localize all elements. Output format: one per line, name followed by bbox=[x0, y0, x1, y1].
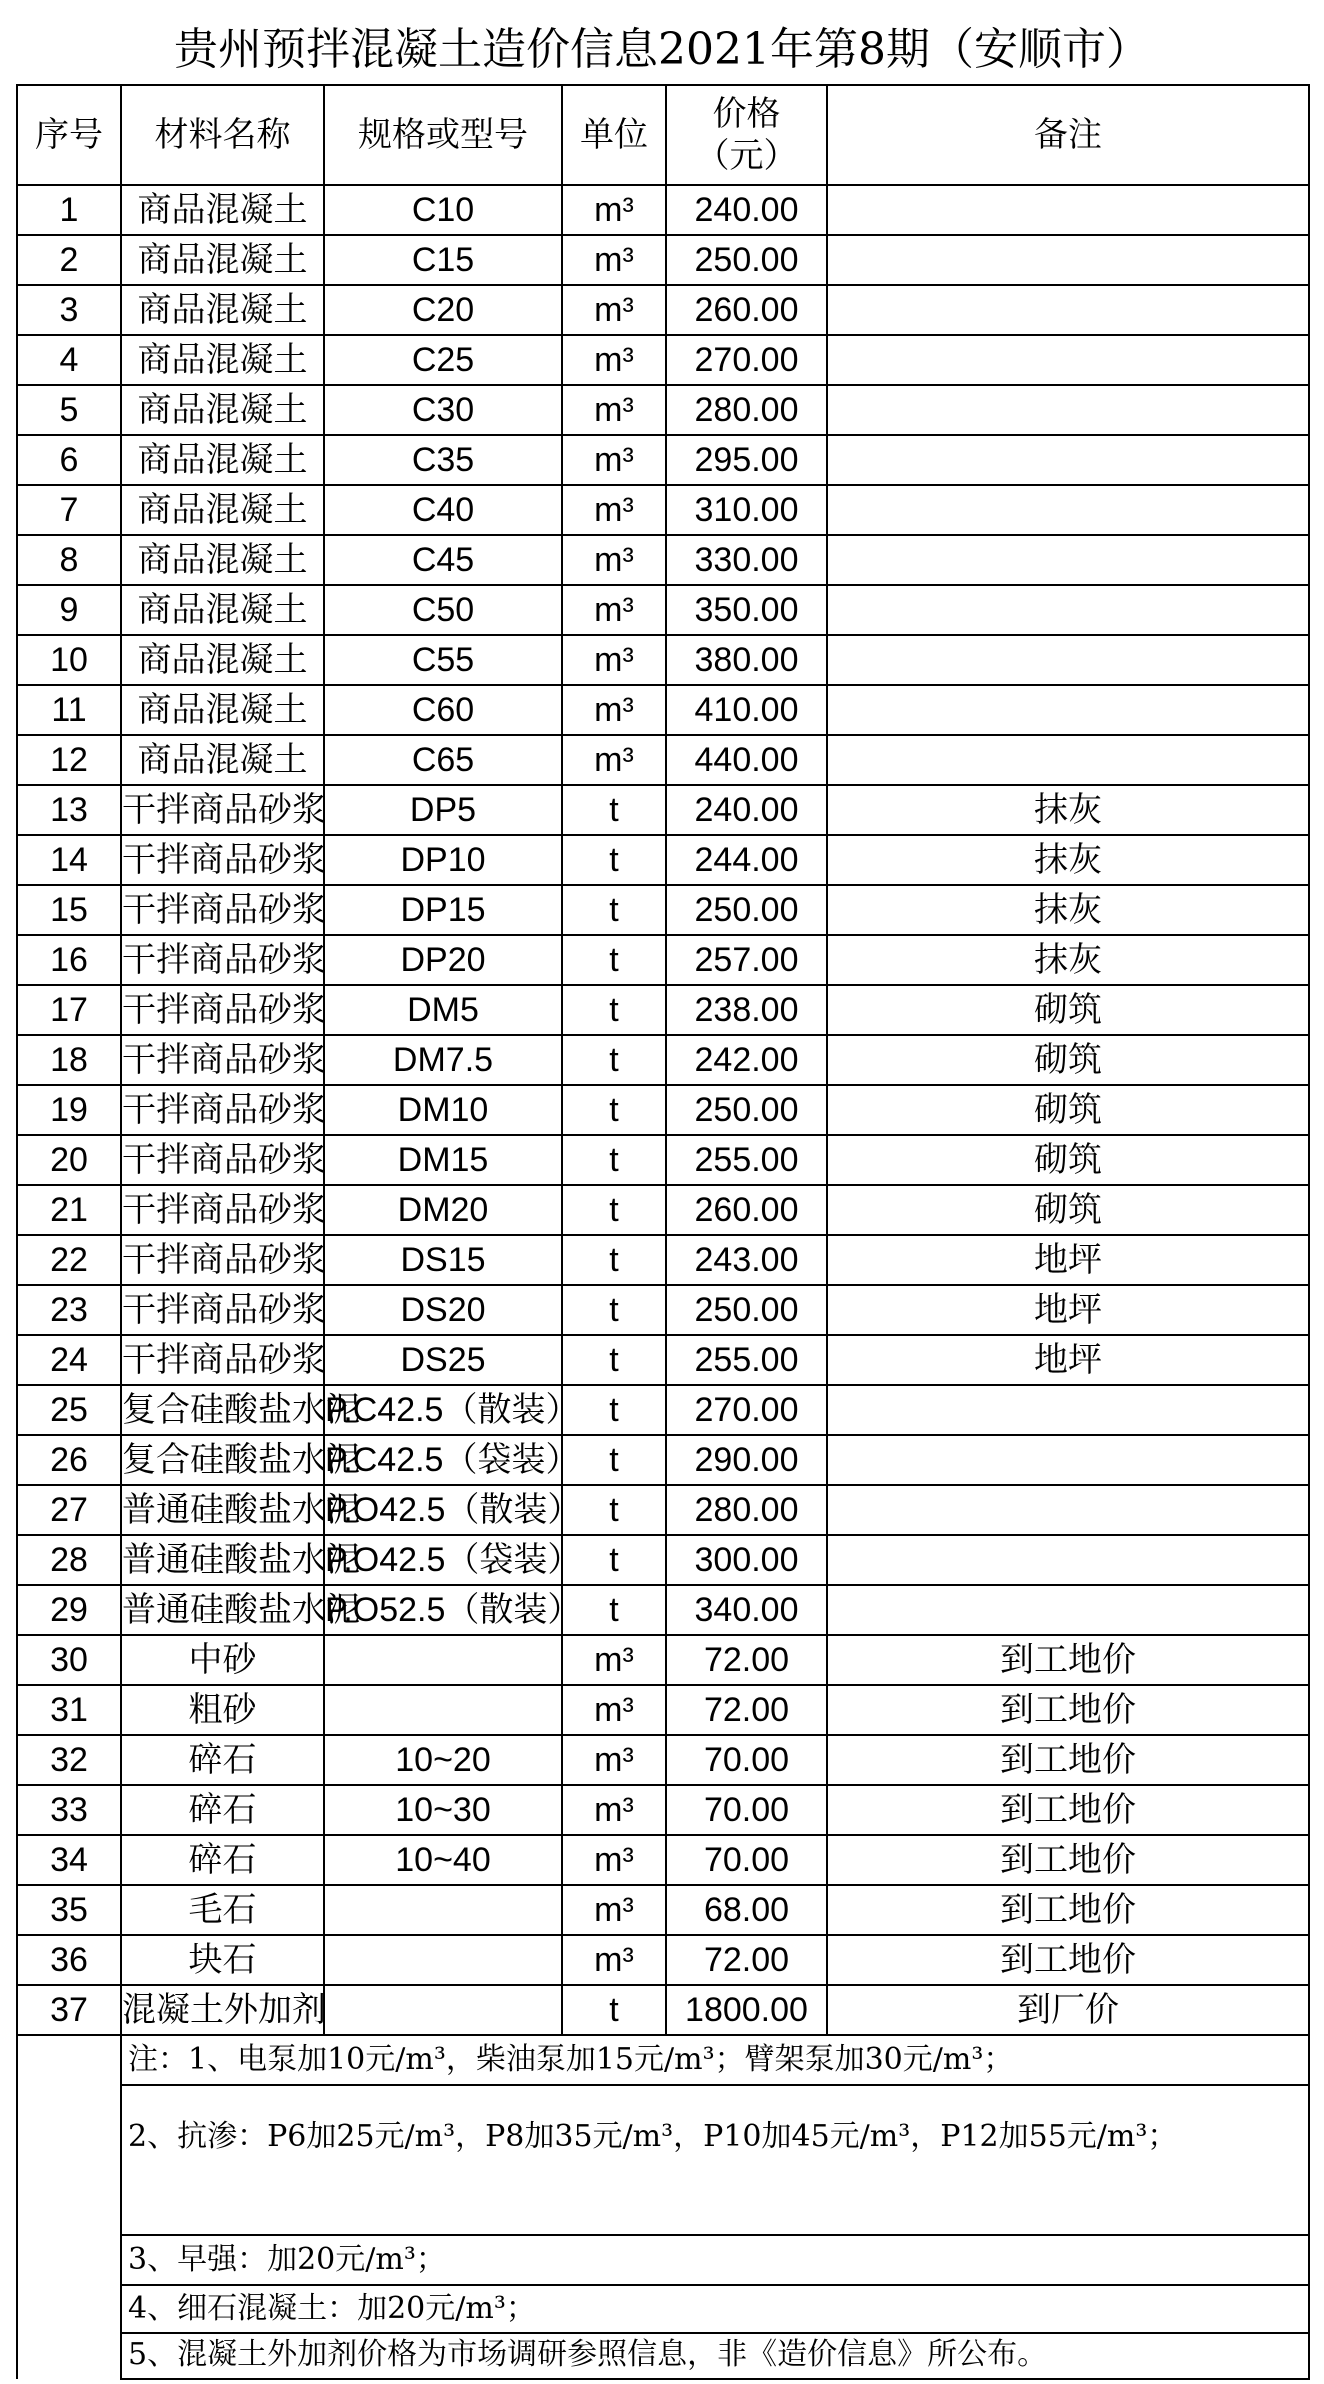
cell-price: 350.00 bbox=[666, 585, 827, 635]
cell-no: 20 bbox=[17, 1135, 121, 1185]
table-row bbox=[17, 385, 1309, 435]
cell-no: 30 bbox=[17, 1635, 121, 1685]
cell-name: 干拌商品砂浆 bbox=[121, 835, 324, 885]
cell-name: 中砂 bbox=[121, 1635, 324, 1685]
cell-note bbox=[827, 1585, 1309, 1635]
table-row bbox=[17, 1685, 1309, 1735]
cell-name: 普通硅酸盐水泥 bbox=[121, 1585, 324, 1635]
cell-no: 17 bbox=[17, 985, 121, 1035]
cell-note: 到厂价 bbox=[827, 1985, 1309, 2035]
cell-unit: t bbox=[562, 1535, 666, 1585]
cell-unit: m³ bbox=[562, 1735, 666, 1785]
table-row bbox=[17, 985, 1309, 1035]
cell-no: 2 bbox=[17, 235, 121, 285]
cell-name: 商品混凝土 bbox=[121, 635, 324, 685]
cell-price: 240.00 bbox=[666, 185, 827, 235]
cell-name: 商品混凝土 bbox=[121, 335, 324, 385]
cell-price: 340.00 bbox=[666, 1585, 827, 1635]
cell-note: 到工地价 bbox=[827, 1935, 1309, 1985]
cell-price: 242.00 bbox=[666, 1035, 827, 1085]
cell-name: 商品混凝土 bbox=[121, 285, 324, 335]
table-row bbox=[17, 885, 1309, 935]
note-line: 2、抗渗：P6加25元/m³，P8加35元/m³，P10加45元/m³，P12加55元/m³； bbox=[122, 2086, 1308, 2236]
cell-unit: m³ bbox=[562, 535, 666, 585]
cell-spec: DM7.5 bbox=[324, 1035, 562, 1085]
cell-name: 干拌商品砂浆 bbox=[121, 1035, 324, 1085]
cell-name: 碎石 bbox=[121, 1735, 324, 1785]
cell-price: 240.00 bbox=[666, 785, 827, 835]
cell-name: 干拌商品砂浆 bbox=[121, 1185, 324, 1235]
cell-spec: P.C42.5（散装） bbox=[324, 1385, 562, 1435]
cell-unit: t bbox=[562, 1335, 666, 1385]
cell-spec: DM20 bbox=[324, 1185, 562, 1235]
cell-note: 砌筑 bbox=[827, 1085, 1309, 1135]
table-row bbox=[17, 1785, 1309, 1835]
cell-price: 257.00 bbox=[666, 935, 827, 985]
cell-spec: C15 bbox=[324, 235, 562, 285]
cell-unit: t bbox=[562, 1085, 666, 1135]
cell-price: 410.00 bbox=[666, 685, 827, 735]
cell-note: 砌筑 bbox=[827, 985, 1309, 1035]
cell-no: 12 bbox=[17, 735, 121, 785]
cell-no: 18 bbox=[17, 1035, 121, 1085]
cell-name: 毛石 bbox=[121, 1885, 324, 1935]
cell-unit: t bbox=[562, 785, 666, 835]
cell-name: 商品混凝土 bbox=[121, 435, 324, 485]
cell-spec: DS20 bbox=[324, 1285, 562, 1335]
cell-name: 普通硅酸盐水泥 bbox=[121, 1535, 324, 1585]
cell-name: 普通硅酸盐水泥 bbox=[121, 1485, 324, 1535]
table-row bbox=[17, 1235, 1309, 1285]
cell-spec: C45 bbox=[324, 535, 562, 585]
price-table bbox=[16, 84, 1310, 2380]
cell-unit: m³ bbox=[562, 285, 666, 335]
note-line: 3、早强：加20元/m³； bbox=[122, 2236, 1308, 2286]
cell-unit: m³ bbox=[562, 1935, 666, 1985]
cell-spec: DS15 bbox=[324, 1235, 562, 1285]
table-row bbox=[17, 1735, 1309, 1785]
table-row bbox=[17, 1835, 1309, 1885]
cell-spec: 10~20 bbox=[324, 1735, 562, 1785]
cell-unit: t bbox=[562, 935, 666, 985]
table-row bbox=[17, 285, 1309, 335]
cell-note bbox=[827, 185, 1309, 235]
cell-no: 24 bbox=[17, 1335, 121, 1385]
cell-note: 砌筑 bbox=[827, 1035, 1309, 1085]
cell-note bbox=[827, 485, 1309, 535]
cell-name: 干拌商品砂浆 bbox=[121, 935, 324, 985]
cell-no: 31 bbox=[17, 1685, 121, 1735]
table-row bbox=[17, 1585, 1309, 1635]
table-row bbox=[17, 935, 1309, 985]
cell-no: 14 bbox=[17, 835, 121, 885]
cell-no: 4 bbox=[17, 335, 121, 385]
cell-note bbox=[827, 335, 1309, 385]
table-row bbox=[17, 685, 1309, 735]
cell-unit: m³ bbox=[562, 685, 666, 735]
cell-spec: C20 bbox=[324, 285, 562, 335]
cell-note: 砌筑 bbox=[827, 1185, 1309, 1235]
table-row bbox=[17, 1985, 1309, 2035]
cell-no: 10 bbox=[17, 635, 121, 685]
cell-unit: t bbox=[562, 885, 666, 935]
cell-price: 238.00 bbox=[666, 985, 827, 1035]
cell-name: 块石 bbox=[121, 1935, 324, 1985]
cell-name: 干拌商品砂浆 bbox=[121, 1285, 324, 1335]
cell-unit: m³ bbox=[562, 235, 666, 285]
cell-price: 295.00 bbox=[666, 435, 827, 485]
cell-note: 抹灰 bbox=[827, 885, 1309, 935]
table-row bbox=[17, 785, 1309, 835]
cell-spec bbox=[324, 1985, 562, 2035]
cell-price: 250.00 bbox=[666, 235, 827, 285]
cell-price: 244.00 bbox=[666, 835, 827, 885]
cell-unit: m³ bbox=[562, 1835, 666, 1885]
cell-no: 26 bbox=[17, 1435, 121, 1485]
header-unit: 单位 bbox=[562, 85, 666, 185]
cell-price: 300.00 bbox=[666, 1535, 827, 1585]
cell-no: 3 bbox=[17, 285, 121, 335]
cell-note: 到工地价 bbox=[827, 1785, 1309, 1835]
cell-spec: C30 bbox=[324, 385, 562, 435]
cell-name: 复合硅酸盐水泥 bbox=[121, 1435, 324, 1485]
cell-no: 32 bbox=[17, 1735, 121, 1785]
cell-spec bbox=[324, 1935, 562, 1985]
cell-note: 抹灰 bbox=[827, 935, 1309, 985]
cell-price: 270.00 bbox=[666, 335, 827, 385]
cell-unit: m³ bbox=[562, 635, 666, 685]
table-row bbox=[17, 485, 1309, 535]
cell-price: 440.00 bbox=[666, 735, 827, 785]
note-line: 5、混凝土外加剂价格为市场调研参照信息，非《造价信息》所公布。 bbox=[128, 2337, 1048, 2372]
cell-price: 72.00 bbox=[666, 1635, 827, 1685]
cell-price: 260.00 bbox=[666, 1185, 827, 1235]
table-row bbox=[17, 1485, 1309, 1535]
cell-name: 干拌商品砂浆 bbox=[121, 885, 324, 935]
cell-note bbox=[827, 535, 1309, 585]
header-spec: 规格或型号 bbox=[324, 85, 562, 185]
cell-spec: DM15 bbox=[324, 1135, 562, 1185]
cell-unit: m³ bbox=[562, 735, 666, 785]
cell-price: 72.00 bbox=[666, 1935, 827, 1985]
cell-spec bbox=[324, 1885, 562, 1935]
cell-note bbox=[827, 385, 1309, 435]
cell-spec: C60 bbox=[324, 685, 562, 735]
cell-spec: C10 bbox=[324, 185, 562, 235]
table-row bbox=[17, 1285, 1309, 1335]
cell-note bbox=[827, 1435, 1309, 1485]
cell-note bbox=[827, 585, 1309, 635]
table-row bbox=[17, 235, 1309, 285]
cell-unit: t bbox=[562, 1035, 666, 1085]
cell-price: 250.00 bbox=[666, 885, 827, 935]
cell-spec bbox=[324, 1685, 562, 1735]
cell-price: 70.00 bbox=[666, 1735, 827, 1785]
cell-note bbox=[827, 285, 1309, 335]
cell-note: 砌筑 bbox=[827, 1135, 1309, 1185]
header-price: 价格 （元） bbox=[666, 85, 827, 185]
cell-no: 13 bbox=[17, 785, 121, 835]
cell-spec: C50 bbox=[324, 585, 562, 635]
cell-price: 280.00 bbox=[666, 385, 827, 435]
cell-spec: C35 bbox=[324, 435, 562, 485]
cell-note bbox=[827, 1485, 1309, 1535]
cell-spec: C55 bbox=[324, 635, 562, 685]
cell-no: 5 bbox=[17, 385, 121, 435]
header-name: 材料名称 bbox=[121, 85, 324, 185]
cell-price: 270.00 bbox=[666, 1385, 827, 1435]
table-row bbox=[17, 835, 1309, 885]
cell-name: 粗砂 bbox=[121, 1685, 324, 1735]
cell-price: 243.00 bbox=[666, 1235, 827, 1285]
cell-name: 商品混凝土 bbox=[121, 485, 324, 535]
cell-no: 16 bbox=[17, 935, 121, 985]
cell-spec: C40 bbox=[324, 485, 562, 535]
cell-unit: m³ bbox=[562, 385, 666, 435]
table-row bbox=[17, 1035, 1309, 1085]
cell-spec: P.C42.5（袋装） bbox=[324, 1435, 562, 1485]
cell-price: 68.00 bbox=[666, 1885, 827, 1935]
cell-price: 255.00 bbox=[666, 1335, 827, 1385]
cell-note bbox=[827, 435, 1309, 485]
cell-note: 到工地价 bbox=[827, 1735, 1309, 1785]
cell-unit: m³ bbox=[562, 1685, 666, 1735]
cell-unit: m³ bbox=[562, 1635, 666, 1685]
cell-note: 到工地价 bbox=[827, 1885, 1309, 1935]
cell-note bbox=[827, 735, 1309, 785]
cell-note bbox=[827, 685, 1309, 735]
cell-price: 255.00 bbox=[666, 1135, 827, 1185]
cell-price: 250.00 bbox=[666, 1085, 827, 1135]
cell-no: 28 bbox=[17, 1535, 121, 1585]
cell-note bbox=[827, 1385, 1309, 1435]
cell-no: 6 bbox=[17, 435, 121, 485]
cell-no: 11 bbox=[17, 685, 121, 735]
cell-price: 1800.00 bbox=[666, 1985, 827, 2035]
price-sheet bbox=[16, 16, 1308, 2376]
table-row bbox=[17, 1185, 1309, 1235]
cell-spec: DM10 bbox=[324, 1085, 562, 1135]
cell-name: 干拌商品砂浆 bbox=[121, 985, 324, 1035]
cell-name: 商品混凝土 bbox=[121, 385, 324, 435]
cell-note: 抹灰 bbox=[827, 785, 1309, 835]
cell-price: 330.00 bbox=[666, 535, 827, 585]
cell-price: 280.00 bbox=[666, 1485, 827, 1535]
cell-name: 干拌商品砂浆 bbox=[121, 1235, 324, 1285]
table-row bbox=[17, 635, 1309, 685]
cell-note: 到工地价 bbox=[827, 1635, 1309, 1685]
cell-no: 27 bbox=[17, 1485, 121, 1535]
cell-unit: t bbox=[562, 835, 666, 885]
cell-unit: t bbox=[562, 1585, 666, 1635]
header-note: 备注 bbox=[827, 85, 1309, 185]
cell-unit: t bbox=[562, 1235, 666, 1285]
cell-name: 商品混凝土 bbox=[121, 185, 324, 235]
cell-no: 19 bbox=[17, 1085, 121, 1135]
cell-name: 复合硅酸盐水泥 bbox=[121, 1385, 324, 1435]
cell-note: 到工地价 bbox=[827, 1835, 1309, 1885]
cell-spec: P.O42.5（散装） bbox=[324, 1485, 562, 1535]
cell-spec: 10~30 bbox=[324, 1785, 562, 1835]
cell-unit: t bbox=[562, 1435, 666, 1485]
notes-cell bbox=[121, 2035, 1309, 2379]
table-row bbox=[17, 535, 1309, 585]
cell-no: 9 bbox=[17, 585, 121, 635]
cell-note bbox=[827, 1535, 1309, 1585]
cell-spec: DP5 bbox=[324, 785, 562, 835]
cell-name: 干拌商品砂浆 bbox=[121, 1085, 324, 1135]
cell-no: 25 bbox=[17, 1385, 121, 1435]
note-line: 4、细石混凝土：加20元/m³； bbox=[122, 2286, 1308, 2334]
cell-spec: DS25 bbox=[324, 1335, 562, 1385]
table-row bbox=[17, 1385, 1309, 1435]
cell-note: 地坪 bbox=[827, 1285, 1309, 1335]
cell-name: 混凝土外加剂 bbox=[121, 1985, 324, 2035]
cell-spec: P.O52.5（散装） bbox=[324, 1585, 562, 1635]
cell-price: 310.00 bbox=[666, 485, 827, 535]
cell-price: 380.00 bbox=[666, 635, 827, 685]
note-line: 注：1、电泵加10元/m³，柴油泵加15元/m³；臂架泵加30元/m³； bbox=[122, 2036, 1308, 2086]
cell-no: 34 bbox=[17, 1835, 121, 1885]
cell-unit: t bbox=[562, 1285, 666, 1335]
table-row bbox=[17, 1435, 1309, 1485]
cell-price: 70.00 bbox=[666, 1835, 827, 1885]
cell-no: 23 bbox=[17, 1285, 121, 1335]
cell-name: 商品混凝土 bbox=[121, 585, 324, 635]
cell-price: 260.00 bbox=[666, 285, 827, 335]
cell-name: 干拌商品砂浆 bbox=[121, 785, 324, 835]
cell-spec: DM5 bbox=[324, 985, 562, 1035]
cell-no: 36 bbox=[17, 1935, 121, 1985]
notes-blank-cell bbox=[17, 2035, 121, 2379]
cell-unit: m³ bbox=[562, 1885, 666, 1935]
cell-note: 地坪 bbox=[827, 1335, 1309, 1385]
notes-row bbox=[17, 2035, 1309, 2379]
table-row bbox=[17, 1335, 1309, 1385]
table-row bbox=[17, 435, 1309, 485]
cell-name: 碎石 bbox=[121, 1835, 324, 1885]
cell-unit: m³ bbox=[562, 1785, 666, 1835]
cell-unit: m³ bbox=[562, 185, 666, 235]
cell-no: 33 bbox=[17, 1785, 121, 1835]
cell-note bbox=[827, 235, 1309, 285]
cell-note: 抹灰 bbox=[827, 835, 1309, 885]
cell-note: 地坪 bbox=[827, 1235, 1309, 1285]
cell-name: 碎石 bbox=[121, 1785, 324, 1835]
cell-unit: m³ bbox=[562, 335, 666, 385]
cell-unit: t bbox=[562, 985, 666, 1035]
table-row bbox=[17, 1535, 1309, 1585]
cell-no: 15 bbox=[17, 885, 121, 935]
cell-unit: t bbox=[562, 1185, 666, 1235]
table-row bbox=[17, 1085, 1309, 1135]
cell-spec: P.O42.5（袋装） bbox=[324, 1535, 562, 1585]
cell-name: 商品混凝土 bbox=[121, 685, 324, 735]
cell-name: 商品混凝土 bbox=[121, 535, 324, 585]
cell-no: 1 bbox=[17, 185, 121, 235]
table-row bbox=[17, 185, 1309, 235]
cell-unit: m³ bbox=[562, 485, 666, 535]
cell-spec: DP15 bbox=[324, 885, 562, 935]
cell-unit: m³ bbox=[562, 435, 666, 485]
table-row bbox=[17, 585, 1309, 635]
cell-unit: t bbox=[562, 1385, 666, 1435]
sheet-title: 贵州预拌混凝土造价信息2021年第8期（安顺市） bbox=[174, 24, 1150, 75]
cell-no: 21 bbox=[17, 1185, 121, 1235]
cell-price: 290.00 bbox=[666, 1435, 827, 1485]
table-row bbox=[17, 1935, 1309, 1985]
cell-unit: m³ bbox=[562, 585, 666, 635]
cell-spec: C25 bbox=[324, 335, 562, 385]
cell-spec: DP10 bbox=[324, 835, 562, 885]
cell-name: 干拌商品砂浆 bbox=[121, 1135, 324, 1185]
cell-unit: t bbox=[562, 1135, 666, 1185]
cell-note: 到工地价 bbox=[827, 1685, 1309, 1735]
header-row bbox=[17, 85, 1309, 185]
header-no: 序号 bbox=[17, 85, 121, 185]
table-row bbox=[17, 335, 1309, 385]
cell-no: 29 bbox=[17, 1585, 121, 1635]
cell-spec: 10~40 bbox=[324, 1835, 562, 1885]
table-row bbox=[17, 1135, 1309, 1185]
cell-price: 72.00 bbox=[666, 1685, 827, 1735]
cell-name: 商品混凝土 bbox=[121, 235, 324, 285]
cell-spec: DP20 bbox=[324, 935, 562, 985]
cell-unit: t bbox=[562, 1485, 666, 1535]
cell-name: 干拌商品砂浆 bbox=[121, 1335, 324, 1385]
cell-no: 8 bbox=[17, 535, 121, 585]
cell-unit: t bbox=[562, 1985, 666, 2035]
cell-name: 商品混凝土 bbox=[121, 735, 324, 785]
cell-no: 37 bbox=[17, 1985, 121, 2035]
cell-no: 35 bbox=[17, 1885, 121, 1935]
cell-spec: C65 bbox=[324, 735, 562, 785]
table-row bbox=[17, 735, 1309, 785]
cell-no: 7 bbox=[17, 485, 121, 535]
cell-price: 250.00 bbox=[666, 1285, 827, 1335]
table-row bbox=[17, 1635, 1309, 1685]
cell-note bbox=[827, 635, 1309, 685]
cell-spec bbox=[324, 1635, 562, 1685]
table-row bbox=[17, 1885, 1309, 1935]
cell-price: 70.00 bbox=[666, 1785, 827, 1835]
cell-no: 22 bbox=[17, 1235, 121, 1285]
